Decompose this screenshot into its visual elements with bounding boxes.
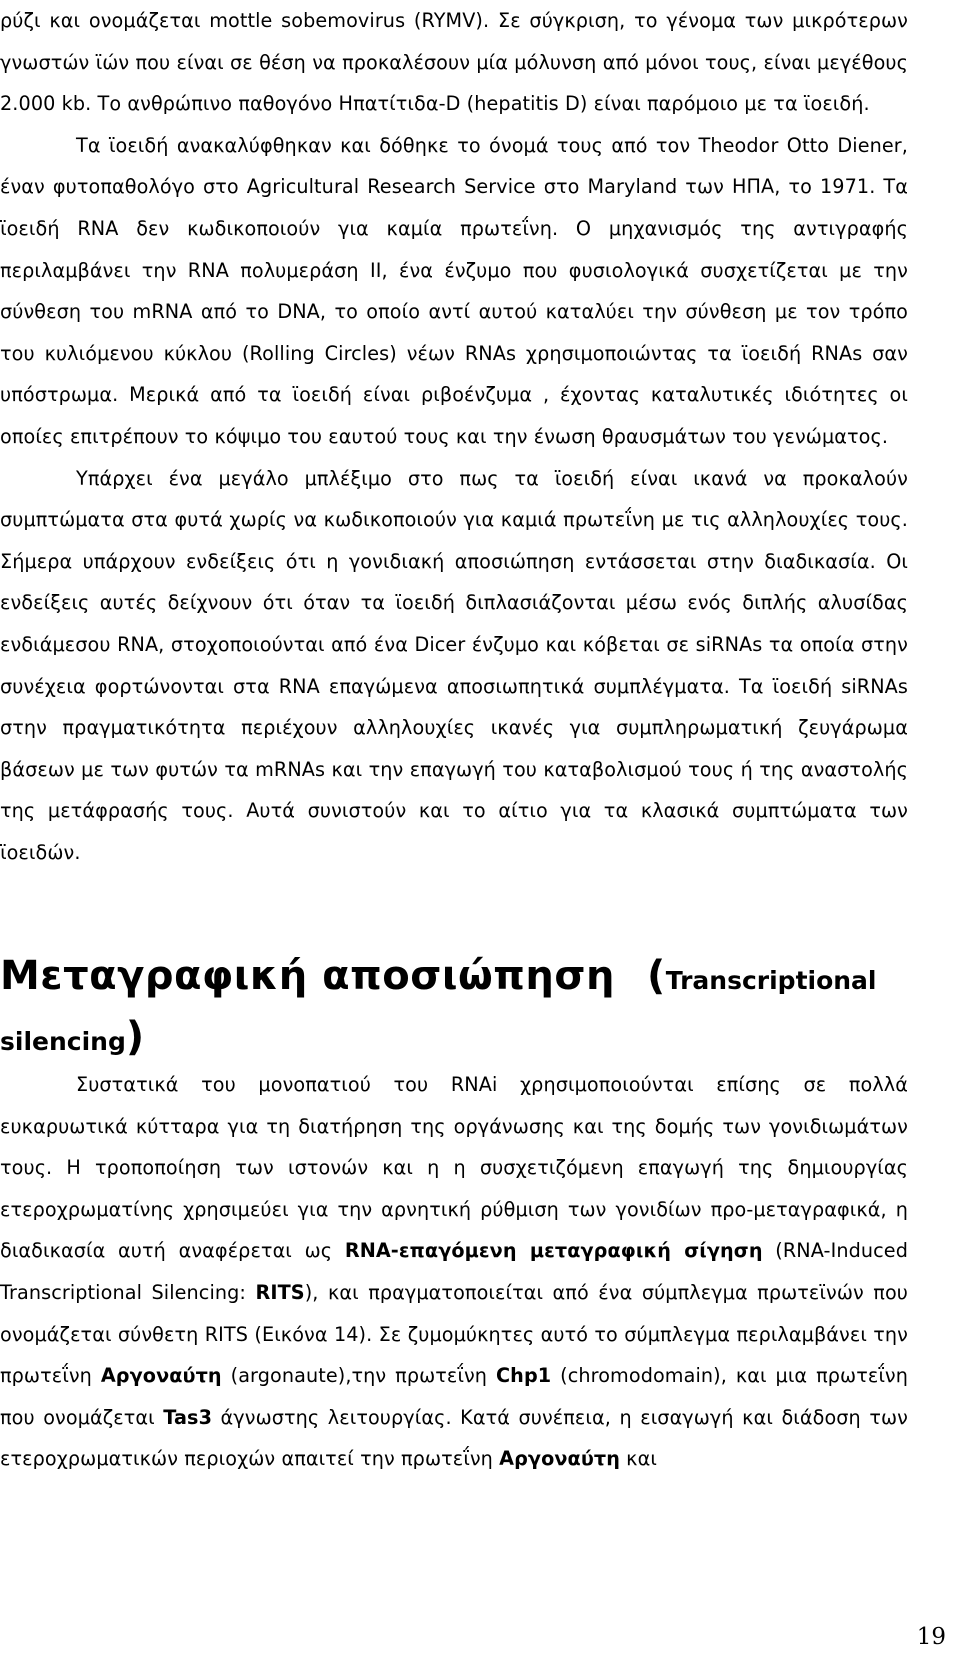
heading-paren-close: )	[125, 1014, 145, 1060]
term-tas3: Tas3	[163, 1405, 213, 1429]
rits-text-5: (chromodomain), και μια πρωτεΐνη που ονομάζεται	[0, 1364, 908, 1429]
heading-paren-open: (	[646, 953, 666, 999]
heading-sub: Transcriptional silencing	[0, 966, 877, 1056]
term-chp1: Chp1	[496, 1364, 552, 1388]
body-text	[0, 0, 908, 873]
term-rits: RITS	[255, 1280, 305, 1304]
paragraph-rits	[0, 1064, 908, 1480]
rits-text-3: ), και πραγματοποιείται από ένα σύμπλεγμα πρωτεϊνών που ονομάζεται σύνθετη RITS (Εικόνα 14). Σε ζυμομύκητες αυτό το σύμπλεγμα περιλαμβάνει την πρωτεΐνη	[0, 1280, 908, 1388]
term-rna-silencing: RNA-επαγόμενη μεταγραφική σίγηση	[344, 1239, 763, 1263]
rits-text-7: και	[619, 1447, 657, 1471]
rits-text-6: άγνωστης λειτουργίας. Κατά συνέπεια, η εισαγωγή και διάδοση των ετεροχρωματικών περιοχών απαιτεί την πρωτεΐνη	[0, 1405, 908, 1471]
rits-text-1: Συστατικά του μονοπατιού του RNAi χρησιμοποιούνται επίσης σε πολλά ευκαρυωτικά κύτταρα για τη διατήρηση της οργάνωσης και της δομής των γονιδιωμάτων τους. Η τροποποίηση των ιστονών και η η συσχετιζόμενη επαγωγή της δημιουργίας ετεροχρωματίνης χρησιμεύει για την αρνητική ρύθμιση των γονιδίων προ-μεταγραφικά, η διαδικασία αυτή αναφέρεται ως	[0, 1073, 908, 1263]
paragraph-viroid-genome: ρύζι και ονομάζεται mottle sobemovirus (RYMV). Σε σύγκριση, το γένομα των μικρότερων γνωστών ϊών που είναι σε θέση να προκαλέσουν μία μόλυνση από μόνοι τους, είναι μεγέθους 2.000 kb. Το ανθρώπινο παθογόνο Ηπατίτιδα-D (hepatitis D) είναι παρόμοιο με τα ϊοειδή.	[0, 9, 908, 116]
paragraph-viroid-silencing: Υπάρχει ένα μεγάλο μπλέξιμο στο πως τα ϊοειδή είναι ικανά να προκαλούν συμπτώματα στα φυτά χωρίς να κωδικοποιούν για καμιά πρωτεΐνη με τις αλληλουχίες τους. Σήμερα υπάρχουν ενδείξεις ότι η γονιδιακή αποσιώπηση εντάσσεται στην διαδικασία. Οι ενδείξεις αυτές δείχνουν ότι όταν τα ϊοειδή διπλασιάζονται μέσω ενός διπλής αλυσίδας ενδιάμεσου RNA, στοχοποιούνται από ένα Dicer ένζυμο και κόβεται σε siRNAs τα οποία στην συνέχεια φορτώνονται στα RNA επαγώμενα αποσιωπητικά συμπλέγματα. Τα ϊοειδή siRNAs στην πραγματικότητα περιέχουν αλληλουχίες ικανές για συμπληρωματική ζευγάρωμα βάσεων με των φυτών τα mRNAs και την επαγωγή του καταβολισμού τους ή της αναστολής της μετάφρασής τους. Αυτά συνιστούν και το αίτιο για τα κλασικά συμπτώματα των ϊοειδών.	[0, 466, 908, 864]
paragraph-viroid-discovery: Τα ϊοειδή ανακαλύφθηκαν και δόθηκε το όνομά τους από τον Theodor Otto Diener, έναν φυτοπαθολόγο στο Agricultural Research Service στο Maryland των ΗΠΑ, το 1971. Τα ϊοειδή RNA δεν κωδικοποιούν για καμία πρωτεΐνη. Ο μηχανισμός της αντιγραφής περιλαμβάνει την RNA πολυμεράση II, ένα ένζυμο που φυσιολογικά συσχετίζεται με την σύνθεση του mRNA από το DNA, το οποίο αντί αυτού καταλύει την σύνθεση με τον τρόπο του κυλιόμενου κύκλου (Rolling Circles) νέων RNAs χρησιμοποιώντας τα ϊοειδή RNAs σαν υπόστρωμα. Μερικά από τα ϊοειδή είναι ριβοένζυμα , έχοντας καταλυτικές ιδιότητες οι οποίες επιτρέπουν το κόψιμο του εαυτού τους και την ένωση θραυσμάτων του γενώματος.	[0, 133, 908, 448]
rits-text-4: (argonaute),την πρωτεΐνη	[221, 1364, 496, 1388]
term-argonaute-2: Αργοναύτη	[499, 1447, 620, 1471]
term-argonaute: Αργοναύτη	[100, 1364, 222, 1388]
rits-text-2: (RNA-Induced Transcriptional Silencing:	[0, 1239, 908, 1304]
heading-main: Μεταγραφική αποσιώπηση	[0, 953, 615, 999]
section-heading	[0, 948, 908, 1070]
section-body	[0, 1064, 908, 1480]
page-number: 19	[916, 1624, 946, 1650]
